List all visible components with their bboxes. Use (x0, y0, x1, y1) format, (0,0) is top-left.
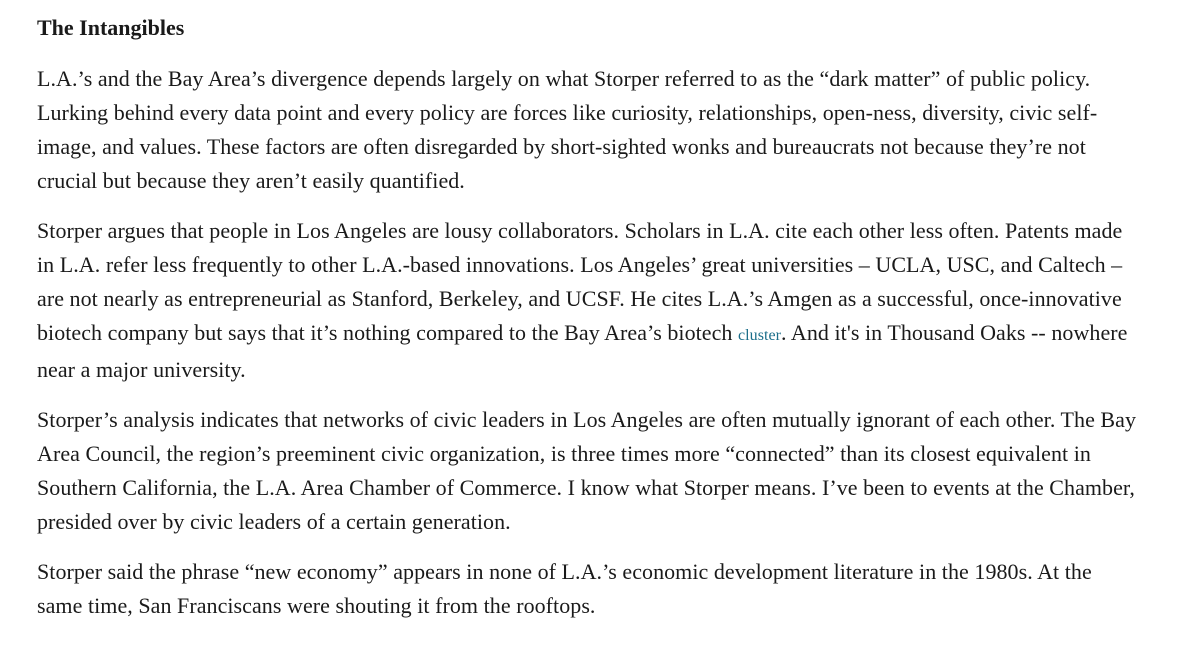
paragraph-3: Storper’s analysis indicates that networks of civic leaders in Los Angeles are often mutually ignorant of each other. The Bay Area Council, the region’s preeminent civic organization, is three times more “connected” than its closest equivalent in Southern California, the L.A. Area Chamber of Commerce. I know what Storper means. I’ve been to events at the Chamber, presided over by civic leaders of a certain generation. (37, 407, 1137, 534)
paragraph-2-text-end: . And it's in Thousand Oaks -- nowhere near a major university. (37, 320, 1128, 382)
paragraph-2-text-start: Storper argues that people in Los Angeles are lousy collaborators. Scholars in L.A. cite each other less often. Patents made in L.A. refer less frequently to other L.A.-based innovations. Los Angeles’ great universities – UCLA, USC, and Caltech – are not nearly as entrepreneurial as Stanford, Berkeley, and UCSF. He cites L.A.’s Amgen as a successful, once-innovative biotech company but says that it’s nothing compared to the Bay Area’s biotech (37, 218, 1123, 345)
cluster-link[interactable]: cluster (738, 327, 782, 344)
paragraph-1: L.A.’s and the Bay Area’s divergence depends largely on what Storper referred to as the “dark matter” of public policy. Lurking behind every data point and every policy are forces like curiosity, relationships, open-ness, diversity, civic self-image, and values. These factors are often disregarded by short-sighted wonks and bureaucrats not because they’re not crucial but because they aren’t easily quantified. (37, 66, 1098, 193)
paragraph-4: Storper said the phrase “new economy” appears in none of L.A.’s economic development literature in the 1980s. At the same time, San Franciscans were shouting it from the rooftops. (37, 559, 1092, 618)
section-heading: The Intangibles (37, 15, 185, 40)
paragraph-2 (37, 214, 1140, 387)
